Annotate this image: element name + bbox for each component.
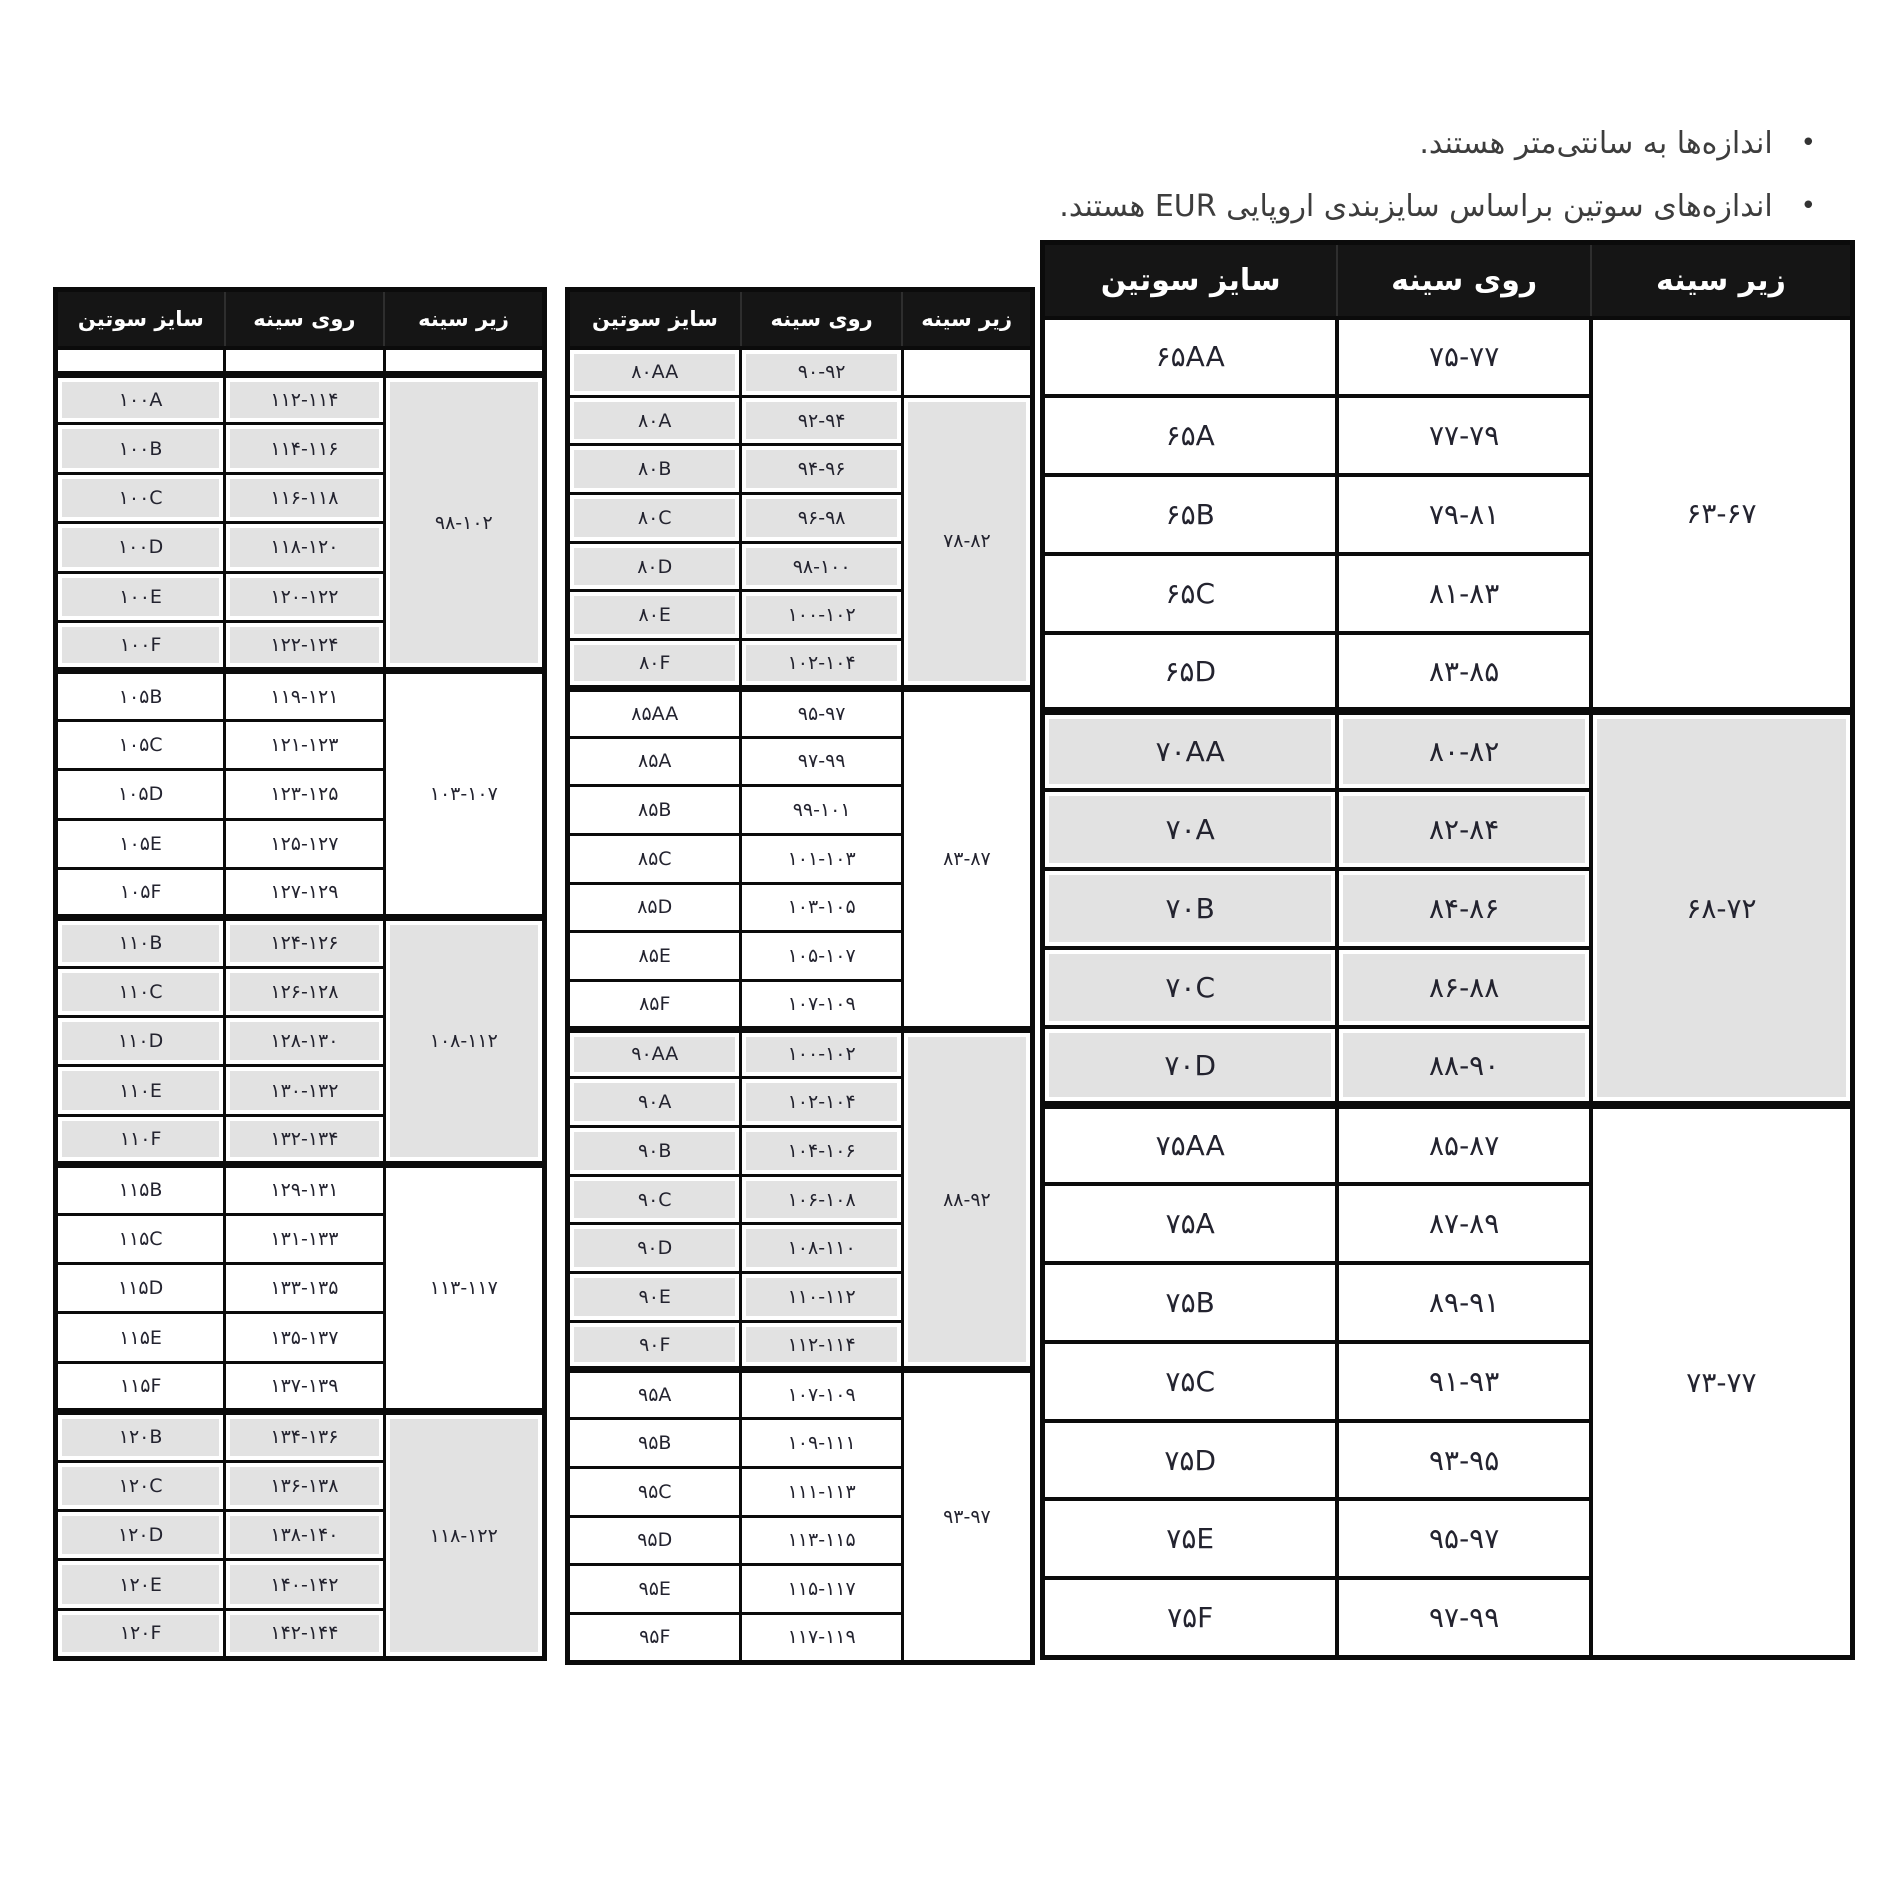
empty-cell bbox=[56, 348, 225, 375]
bra-size-cell: ۹۰E bbox=[568, 1273, 741, 1322]
bra-size-cell: ۱۰۵E bbox=[56, 819, 225, 868]
overbust-cell: ۱۰۷-۱۰۹ bbox=[741, 980, 902, 1029]
overbust-cell: ۹۲-۹۴ bbox=[741, 396, 902, 445]
bra-size-cell: ۱۰۰A bbox=[56, 375, 225, 424]
underbust-range-cell: ۷۳-۷۷ bbox=[1591, 1105, 1853, 1657]
bra-size-cell: ۸۰F bbox=[568, 640, 741, 689]
empty-cell bbox=[384, 348, 544, 375]
overbust-cell: ۸۱-۸۳ bbox=[1337, 554, 1591, 633]
overbust-cell: ۹۰-۹۲ bbox=[741, 348, 902, 397]
table-row bbox=[568, 688, 1033, 737]
overbust-cell: ۱۳۵-۱۳۷ bbox=[225, 1313, 384, 1362]
overbust-cell: ۱۲۱-۱۲۳ bbox=[225, 720, 384, 769]
table-row bbox=[568, 1370, 1033, 1419]
bra-size-cell: ۷۰C bbox=[1043, 948, 1338, 1027]
underbust-header: زیر سینه bbox=[384, 290, 544, 348]
bra-size-cell: ۷۵C bbox=[1043, 1342, 1338, 1421]
size-chart-table-middle bbox=[565, 287, 1035, 1665]
bra-size-cell: ۱۰۵D bbox=[56, 770, 225, 819]
bullet-icon: • bbox=[1800, 191, 1816, 221]
overbust-cell: ۸۴-۸۶ bbox=[1337, 869, 1591, 948]
bra-size-cell: ۱۱۰F bbox=[56, 1115, 225, 1164]
underbust-range-cell: ۱۱۳-۱۱۷ bbox=[384, 1165, 544, 1412]
overbust-cell: ۱۰۱-۱۰۳ bbox=[741, 834, 902, 883]
bra-size-cell: ۱۱۵D bbox=[56, 1264, 225, 1313]
overbust-cell: ۹۶-۹۸ bbox=[741, 494, 902, 543]
overbust-cell: ۸۲-۸۴ bbox=[1337, 790, 1591, 869]
overbust-cell: ۱۰۲-۱۰۴ bbox=[741, 640, 902, 689]
bra-size-cell: ۹۰F bbox=[568, 1321, 741, 1370]
overbust-cell: ۱۳۲-۱۳۴ bbox=[225, 1115, 384, 1164]
bra-size-cell: ۷۵AA bbox=[1043, 1105, 1338, 1184]
bra-size-cell: ۷۰B bbox=[1043, 869, 1338, 948]
table-row bbox=[56, 375, 545, 424]
table-row bbox=[568, 1029, 1033, 1078]
table-row bbox=[56, 918, 545, 967]
overbust-cell: ۱۱۸-۱۲۰ bbox=[225, 523, 384, 572]
overbust-cell: ۱۰۶-۱۰۸ bbox=[741, 1175, 902, 1224]
size-chart-table-container-100-120 bbox=[53, 287, 547, 1661]
note-units-text: اندازه‌ها به سانتی‌متر هستند. bbox=[1419, 126, 1773, 161]
overbust-cell: ۸۶-۸۸ bbox=[1337, 948, 1591, 1027]
bra-size-cell: ۸۵D bbox=[568, 883, 741, 932]
overbust-cell: ۱۳۱-۱۳۳ bbox=[225, 1214, 384, 1263]
overbust-cell: ۱۲۳-۱۲۵ bbox=[225, 770, 384, 819]
overbust-cell: ۱۴۲-۱۴۴ bbox=[225, 1609, 384, 1658]
overbust-cell: ۱۱۶-۱۱۸ bbox=[225, 473, 384, 522]
bra-size-cell: ۱۱۵C bbox=[56, 1214, 225, 1263]
header-row bbox=[568, 290, 1033, 348]
overbust-cell: ۱۳۷-۱۳۹ bbox=[225, 1362, 384, 1411]
table-row bbox=[56, 671, 545, 720]
bra-size-cell: ۹۵E bbox=[568, 1565, 741, 1614]
overbust-cell: ۱۳۸-۱۴۰ bbox=[225, 1510, 384, 1559]
underbust-range-cell: ۶۳-۶۷ bbox=[1591, 318, 1853, 712]
empty-cell bbox=[902, 348, 1032, 397]
bra-size-cell: ۷۵E bbox=[1043, 1499, 1338, 1578]
overbust-cell: ۸۰-۸۲ bbox=[1337, 711, 1591, 790]
underbust-range-cell: ۶۸-۷۲ bbox=[1591, 711, 1853, 1105]
bra-size-cell: ۶۵C bbox=[1043, 554, 1338, 633]
overbust-cell: ۱۰۹-۱۱۱ bbox=[741, 1419, 902, 1468]
overbust-cell: ۱۲۵-۱۲۷ bbox=[225, 819, 384, 868]
overbust-cell: ۱۲۸-۱۳۰ bbox=[225, 1017, 384, 1066]
overbust-cell: ۱۱۲-۱۱۴ bbox=[225, 375, 384, 424]
bra-size-cell: ۹۰B bbox=[568, 1127, 741, 1176]
bra-size-cell: ۱۲۰D bbox=[56, 1510, 225, 1559]
overbust-cell: ۱۰۰-۱۰۲ bbox=[741, 591, 902, 640]
overbust-cell: ۱۱۰-۱۱۲ bbox=[741, 1273, 902, 1322]
bra-size-cell: ۱۰۰B bbox=[56, 424, 225, 473]
table-row bbox=[56, 1412, 545, 1461]
bra-size-cell: ۹۵B bbox=[568, 1419, 741, 1468]
bra-size-cell: ۹۰D bbox=[568, 1224, 741, 1273]
bra-size-cell: ۸۵B bbox=[568, 786, 741, 835]
overbust-cell: ۸۵-۸۷ bbox=[1337, 1105, 1591, 1184]
bra-size-header: سایز سوتین bbox=[568, 290, 741, 348]
underbust-range-cell: ۱۱۸-۱۲۲ bbox=[384, 1412, 544, 1659]
table-row bbox=[568, 348, 1033, 397]
bra-size-cell: ۸۰D bbox=[568, 542, 741, 591]
size-chart-table-container-65-75 bbox=[1040, 240, 1855, 1660]
table-row bbox=[56, 1165, 545, 1214]
overbust-cell: ۱۴۰-۱۴۲ bbox=[225, 1560, 384, 1609]
bra-size-cell: ۷۰A bbox=[1043, 790, 1338, 869]
bra-size-cell: ۱۱۵F bbox=[56, 1362, 225, 1411]
bra-size-cell: ۸۰B bbox=[568, 445, 741, 494]
bra-size-cell: ۸۵E bbox=[568, 932, 741, 981]
bra-size-cell: ۷۰D bbox=[1043, 1027, 1338, 1106]
bra-size-cell: ۱۱۰E bbox=[56, 1066, 225, 1115]
bra-size-cell: ۹۵A bbox=[568, 1370, 741, 1419]
overbust-cell: ۹۸-۱۰۰ bbox=[741, 542, 902, 591]
bra-size-cell: ۱۰۰E bbox=[56, 572, 225, 621]
bra-size-cell: ۱۱۵E bbox=[56, 1313, 225, 1362]
bra-size-cell: ۸۵A bbox=[568, 737, 741, 786]
bra-size-cell: ۱۲۰B bbox=[56, 1412, 225, 1461]
header-row bbox=[1043, 243, 1853, 318]
bra-size-cell: ۹۰A bbox=[568, 1078, 741, 1127]
overbust-cell: ۸۸-۹۰ bbox=[1337, 1027, 1591, 1106]
bra-size-header: سایز سوتین bbox=[1043, 243, 1338, 318]
overbust-cell: ۱۱۵-۱۱۷ bbox=[741, 1565, 902, 1614]
bra-size-cell: ۸۵C bbox=[568, 834, 741, 883]
bra-size-cell: ۱۱۰D bbox=[56, 1017, 225, 1066]
overbust-cell: ۱۲۶-۱۲۸ bbox=[225, 967, 384, 1016]
overbust-header: روی سینه bbox=[741, 290, 902, 348]
bra-size-cell: ۹۰AA bbox=[568, 1029, 741, 1078]
overbust-cell: ۱۰۸-۱۱۰ bbox=[741, 1224, 902, 1273]
overbust-cell: ۱۳۴-۱۳۶ bbox=[225, 1412, 384, 1461]
overbust-cell: ۱۱۲-۱۱۴ bbox=[741, 1321, 902, 1370]
bra-size-cell: ۱۰۵F bbox=[56, 868, 225, 917]
overbust-cell: ۷۹-۸۱ bbox=[1337, 475, 1591, 554]
overbust-cell: ۱۲۰-۱۲۲ bbox=[225, 572, 384, 621]
bra-size-cell: ۷۵B bbox=[1043, 1263, 1338, 1342]
overbust-cell: ۷۵-۷۷ bbox=[1337, 318, 1591, 397]
overbust-cell: ۱۲۴-۱۲۶ bbox=[225, 918, 384, 967]
bra-size-cell: ۶۵A bbox=[1043, 396, 1338, 475]
underbust-range-cell: ۹۳-۹۷ bbox=[902, 1370, 1032, 1662]
bra-size-cell: ۹۰C bbox=[568, 1175, 741, 1224]
size-chart-table-container-80-95 bbox=[565, 287, 1035, 1665]
overbust-cell: ۱۰۰-۱۰۲ bbox=[741, 1029, 902, 1078]
overbust-cell: ۹۹-۱۰۱ bbox=[741, 786, 902, 835]
overbust-header: روی سینه bbox=[225, 290, 384, 348]
table-row bbox=[568, 396, 1033, 445]
underbust-range-cell: ۱۰۳-۱۰۷ bbox=[384, 671, 544, 918]
overbust-cell: ۹۷-۹۹ bbox=[741, 737, 902, 786]
overbust-cell: ۱۳۳-۱۳۵ bbox=[225, 1264, 384, 1313]
bra-size-cell: ۱۰۵C bbox=[56, 720, 225, 769]
overbust-cell: ۱۰۴-۱۰۶ bbox=[741, 1127, 902, 1176]
overbust-cell: ۹۴-۹۶ bbox=[741, 445, 902, 494]
bra-size-cell: ۹۵D bbox=[568, 1516, 741, 1565]
bra-size-cell: ۱۱۰B bbox=[56, 918, 225, 967]
bra-size-cell: ۱۱۵B bbox=[56, 1165, 225, 1214]
overbust-cell: ۱۰۲-۱۰۴ bbox=[741, 1078, 902, 1127]
bra-size-cell: ۱۲۰C bbox=[56, 1461, 225, 1510]
bra-size-cell: ۸۵F bbox=[568, 980, 741, 1029]
empty-row bbox=[56, 348, 545, 375]
empty-cell bbox=[225, 348, 384, 375]
overbust-cell: ۸۹-۹۱ bbox=[1337, 1263, 1591, 1342]
overbust-header: روی سینه bbox=[1337, 243, 1591, 318]
overbust-cell: ۸۳-۸۵ bbox=[1337, 633, 1591, 712]
underbust-header: زیر سینه bbox=[1591, 243, 1853, 318]
table-row bbox=[1043, 711, 1853, 790]
underbust-range-cell: ۹۸-۱۰۲ bbox=[384, 375, 544, 671]
overbust-cell: ۷۷-۷۹ bbox=[1337, 396, 1591, 475]
overbust-cell: ۱۳۶-۱۳۸ bbox=[225, 1461, 384, 1510]
bra-size-cell: ۶۵B bbox=[1043, 475, 1338, 554]
header-row bbox=[56, 290, 545, 348]
bra-size-cell: ۱۲۰F bbox=[56, 1609, 225, 1658]
underbust-header: زیر سینه bbox=[902, 290, 1032, 348]
note-units bbox=[1059, 124, 1816, 163]
overbust-cell: ۱۱۷-۱۱۹ bbox=[741, 1613, 902, 1662]
overbust-cell: ۱۰۷-۱۰۹ bbox=[741, 1370, 902, 1419]
underbust-range-cell: ۸۳-۸۷ bbox=[902, 688, 1032, 1029]
bra-size-cell: ۷۵F bbox=[1043, 1578, 1338, 1657]
bra-size-cell: ۷۰AA bbox=[1043, 711, 1338, 790]
overbust-cell: ۱۰۵-۱۰۷ bbox=[741, 932, 902, 981]
underbust-range-cell: ۷۸-۸۲ bbox=[902, 396, 1032, 688]
overbust-cell: ۱۲۷-۱۲۹ bbox=[225, 868, 384, 917]
overbust-cell: ۹۳-۹۵ bbox=[1337, 1421, 1591, 1500]
bra-size-cell: ۶۵D bbox=[1043, 633, 1338, 712]
bra-size-cell: ۶۵AA bbox=[1043, 318, 1338, 397]
bra-size-cell: ۸۰E bbox=[568, 591, 741, 640]
bra-size-header: سایز سوتین bbox=[56, 290, 225, 348]
overbust-cell: ۱۳۰-۱۳۲ bbox=[225, 1066, 384, 1115]
overbust-cell: ۱۱۴-۱۱۶ bbox=[225, 424, 384, 473]
bra-size-cell: ۱۰۵B bbox=[56, 671, 225, 720]
underbust-range-cell: ۱۰۸-۱۱۲ bbox=[384, 918, 544, 1165]
bra-size-cell: ۸۰A bbox=[568, 396, 741, 445]
bra-size-cell: ۸۰C bbox=[568, 494, 741, 543]
size-chart-table-right bbox=[1040, 240, 1855, 1660]
bra-size-cell: ۱۰۰C bbox=[56, 473, 225, 522]
bra-size-cell: ۱۲۰E bbox=[56, 1560, 225, 1609]
table-row bbox=[1043, 1105, 1853, 1184]
bullet-icon: • bbox=[1800, 128, 1816, 158]
overbust-cell: ۸۷-۸۹ bbox=[1337, 1184, 1591, 1263]
overbust-cell: ۱۲۹-۱۳۱ bbox=[225, 1165, 384, 1214]
notes-block bbox=[1059, 124, 1816, 250]
bra-size-cell: ۷۵D bbox=[1043, 1421, 1338, 1500]
bra-size-cell: ۸۵AA bbox=[568, 688, 741, 737]
overbust-cell: ۹۱-۹۳ bbox=[1337, 1342, 1591, 1421]
table-row bbox=[1043, 318, 1853, 397]
overbust-cell: ۱۱۹-۱۲۱ bbox=[225, 671, 384, 720]
size-chart-table-left bbox=[53, 287, 547, 1661]
overbust-cell: ۱۲۲-۱۲۴ bbox=[225, 621, 384, 670]
overbust-cell: ۱۱۳-۱۱۵ bbox=[741, 1516, 902, 1565]
overbust-cell: ۱۰۳-۱۰۵ bbox=[741, 883, 902, 932]
bra-size-cell: ۱۰۰D bbox=[56, 523, 225, 572]
note-eur-sizing-text: اندازه‌های سوتین براساس سایزبندی اروپایی EUR هستند. bbox=[1059, 189, 1773, 224]
bra-size-cell: ۱۰۰F bbox=[56, 621, 225, 670]
bra-size-cell: ۱۱۰C bbox=[56, 967, 225, 1016]
overbust-cell: ۹۵-۹۷ bbox=[1337, 1499, 1591, 1578]
overbust-cell: ۹۷-۹۹ bbox=[1337, 1578, 1591, 1657]
bra-size-cell: ۹۵F bbox=[568, 1613, 741, 1662]
overbust-cell: ۱۱۱-۱۱۳ bbox=[741, 1467, 902, 1516]
bra-size-cell: ۹۵C bbox=[568, 1467, 741, 1516]
bra-size-cell: ۸۰AA bbox=[568, 348, 741, 397]
bra-size-cell: ۷۵A bbox=[1043, 1184, 1338, 1263]
note-eur-sizing bbox=[1059, 187, 1816, 226]
underbust-range-cell: ۸۸-۹۲ bbox=[902, 1029, 1032, 1370]
overbust-cell: ۹۵-۹۷ bbox=[741, 688, 902, 737]
